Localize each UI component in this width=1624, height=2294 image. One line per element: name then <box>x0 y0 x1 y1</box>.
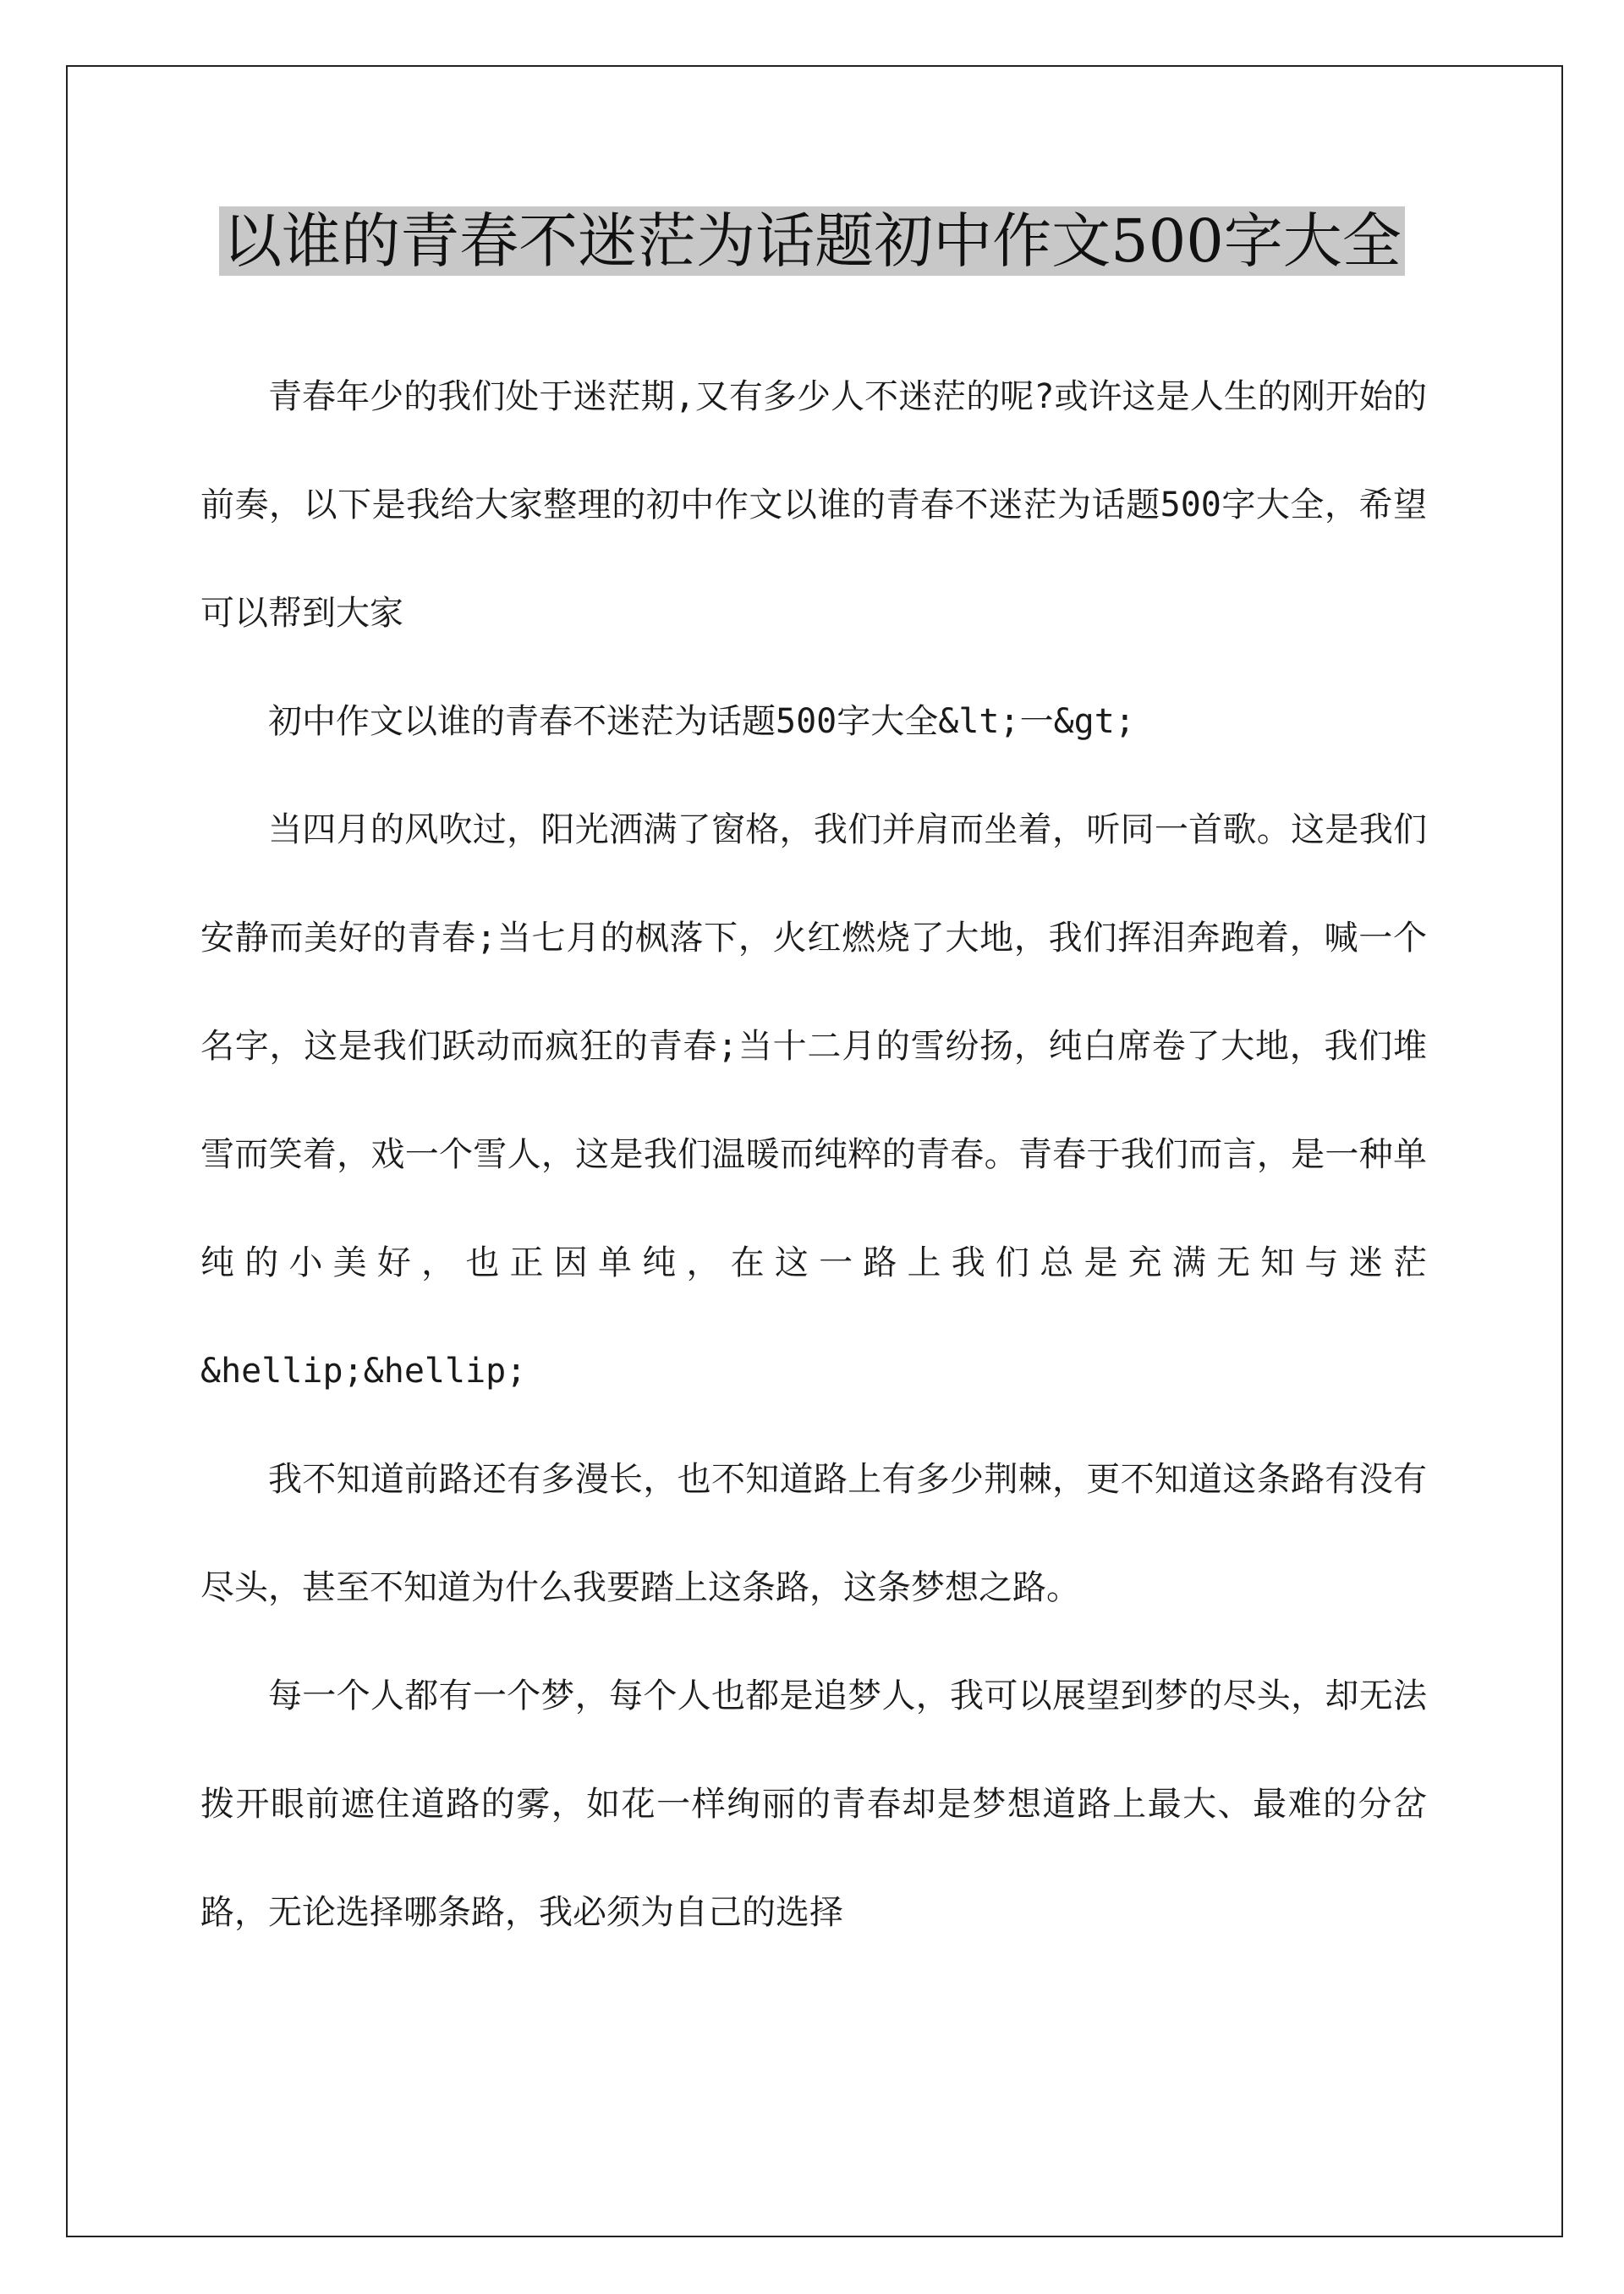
document-body <box>200 343 1427 1967</box>
paragraph: 当四月的风吹过，阳光洒满了窗格，我们并肩而坐着，听同一首歌。这是我们安静而美好的青春;当七月的枫落下，火红燃烧了大地，我们挥泪奔跑着，喊一个名字，这是我们跃动而疯狂的青春;当十二月的雪纷扬，纯白席卷了大地，我们堆雪而笑着，戏一个雪人，这是我们温暖而纯粹的青春。青春于我们而言，是一种单纯的小美好，也正因单纯，在这一路上我们总是充满无知与迷茫&hellip;&hellip; <box>200 810 1427 1391</box>
paragraph: 每一个人都有一个梦，每个人也都是追梦人，我可以展望到梦的尽头，却无法拨开眼前遮住道路的雾，如花一样绚丽的青春却是梦想道路上最大、最难的分岔路，无论选择哪条路，我必须为自己的选择 <box>200 1677 1427 1932</box>
document-title-text: 以谁的青春不迷茫为话题初中作文500字大全 <box>219 206 1405 276</box>
paragraph: 初中作文以谁的青春不迷茫为话题500字大全&lt;一&gt; <box>268 702 1135 741</box>
paragraph: 我不知道前路还有多漫长，也不知道路上有多少荆棘，更不知道这条路有没有尽头，甚至不知道为什么我要踏上这条路，这条梦想之路。 <box>200 1460 1427 1607</box>
document-title <box>0 203 1624 279</box>
paragraph: 青春年少的我们处于迷茫期,又有多少人不迷茫的呢?或许这是人生的刚开始的前奏，以下是我给大家整理的初中作文以谁的青春不迷茫为话题500字大全，希望可以帮到大家 <box>200 377 1427 633</box>
